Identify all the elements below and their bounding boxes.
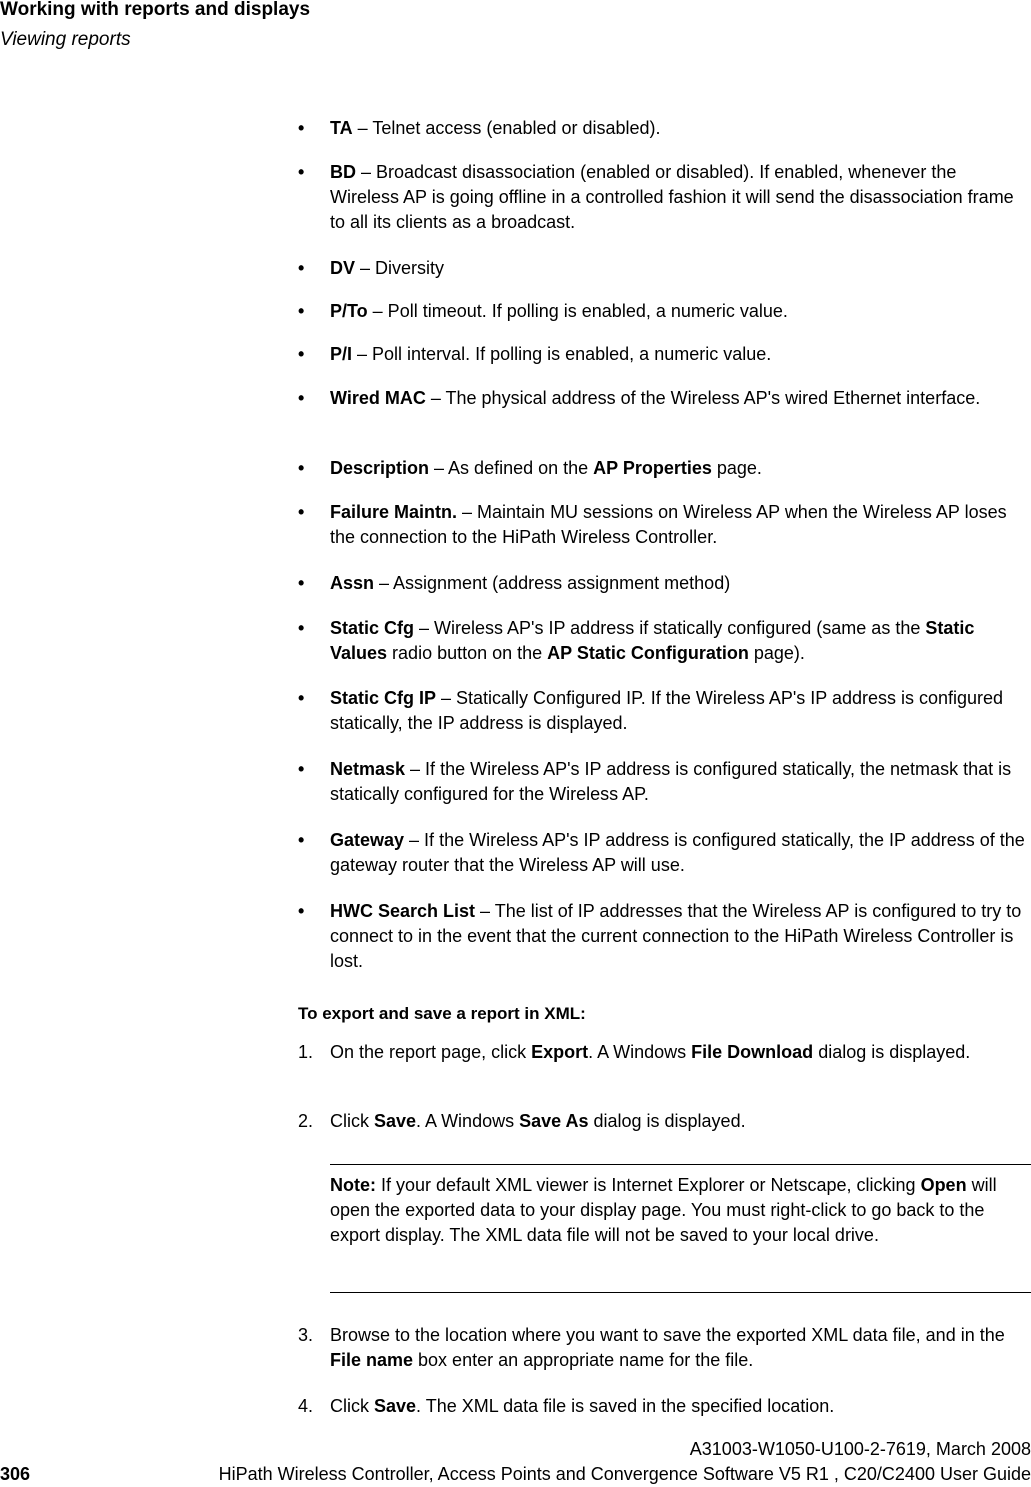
running-header-title: Working with reports and displays [0,0,311,20]
term-description: – Maintain MU sessions on Wireless AP when the Wireless AP loses the connection to the HiPath Wireless Controller. [330,502,1007,547]
term-description-tail: page). [748,643,805,663]
step-text: . A Windows [416,1111,520,1131]
term-description: – Wireless AP's IP address if statically configured (same as the [414,618,926,638]
bullet-glyph: • [298,301,305,321]
step-number: 1. [298,1042,314,1062]
step-text: dialog is displayed. [588,1111,746,1131]
step-text: . The XML data file is saved in the specified location. [416,1396,835,1416]
running-header-subtitle: Viewing reports [0,29,131,50]
term-description: – Poll timeout. If polling is enabled, a numeric value. [367,301,788,321]
ui-reference: Save As [519,1111,589,1131]
term-description: – Diversity [355,258,445,278]
procedure-heading: To export and save a report in XML: [298,1004,586,1023]
bullet-glyph: • [298,388,305,408]
step-text: Click [330,1111,374,1131]
ui-reference: Static Values [330,618,975,663]
step-text: Browse to the location where you want to save the exported XML data file, and in the [330,1325,1005,1345]
bullet-glyph: • [298,830,305,850]
note-box [330,1173,1030,1248]
bullet-glyph: • [298,458,305,478]
step-number: 4. [298,1396,314,1416]
term-label: Static Cfg [330,618,415,638]
term-label: P/To [330,301,368,321]
bullet-glyph: • [298,618,305,638]
term-description-tail: page. [711,458,762,478]
footer-page-number: 306 [0,1464,31,1484]
term-label: Description [330,458,430,478]
bullet-glyph: • [298,258,305,278]
footer-guide-title: HiPath Wireless Controller, Access Points and Convergence Software V5 R1 , C20/C2400 User Guide [218,1464,1031,1484]
ui-reference: Open [920,1175,967,1195]
bullet-glyph: • [298,688,305,708]
term-description: – If the Wireless AP's IP address is configured statically, the netmask that is statically configured for the Wireless AP. [330,759,1012,804]
ui-reference: AP Properties [593,458,712,478]
ui-reference: File name [330,1350,414,1370]
term-description: – As defined on the [429,458,594,478]
bullet-glyph: • [298,162,305,182]
term-description: – Poll interval. If polling is enabled, a numeric value. [352,344,772,364]
term-description: – The physical address of the Wireless AP's wired Ethernet interface. [425,388,981,408]
bullet-glyph: • [298,573,305,593]
note-top-rule [330,1164,1031,1165]
term-label: Failure Maintn. [330,502,458,522]
step-text: . A Windows [588,1042,692,1062]
footer-document-code: A31003-W1050-U100-2-7619, March 2008 [689,1439,1031,1459]
ui-reference: AP Static Configuration [547,643,749,663]
term-label: Static Cfg IP [330,688,437,708]
step-number: 2. [298,1111,314,1131]
term-label: P/I [330,344,353,364]
step-text: Click [330,1396,374,1416]
term-label: Netmask [330,759,406,779]
bullet-glyph: • [298,759,305,779]
ui-reference: Export [531,1042,589,1062]
term-description: – The list of IP addresses that the Wireless AP is configured to try to connect to in the event that the current connection to the HiPath Wireless Controller is lost. [330,901,1022,971]
term-label: Wired MAC [330,388,426,408]
term-label: DV [330,258,356,278]
step-number: 3. [298,1325,314,1345]
note-text: will open the exported data to your display page. You must right-click to go back to the export display. The XML data file will not be saved to your local drive. [330,1175,997,1245]
term-description: – Telnet access (enabled or disabled). [352,118,661,138]
step-text: box enter an appropriate name for the file. [413,1350,754,1370]
term-label: BD [330,162,356,182]
bullet-glyph: • [298,118,305,138]
term-label: Assn [330,573,375,593]
note-bottom-rule [330,1292,1031,1293]
term-label: HWC Search List [330,901,476,921]
ui-reference: Save [374,1396,417,1416]
bullet-glyph: • [298,502,305,522]
term-description: – Broadcast disassociation (enabled or disabled). If enabled, whenever the Wireless AP is going offline in a controlled fashion it will send the disassociation frame to all its clients as a broadcast. [330,162,1014,232]
step-text: On the report page, click [330,1042,532,1062]
bullet-glyph: • [298,344,305,364]
ui-reference: Save [374,1111,417,1131]
note-label: Note: [330,1175,376,1195]
step-text: dialog is displayed. [813,1042,971,1062]
ui-reference: File Download [691,1042,814,1062]
term-description: – If the Wireless AP's IP address is configured statically, the IP address of the gateway router that the Wireless AP will use. [330,830,1025,875]
bullet-glyph: • [298,901,305,921]
term-label: Gateway [330,830,405,850]
note-text: If your default XML viewer is Internet Explorer or Netscape, clicking [376,1175,921,1195]
term-description: – Assignment (address assignment method) [374,573,731,593]
term-description-mid: radio button on the [387,643,548,663]
term-description: – Statically Configured IP. If the Wireless AP's IP address is configured statically, the IP address is displayed. [330,688,1004,733]
term-label: TA [330,118,353,138]
